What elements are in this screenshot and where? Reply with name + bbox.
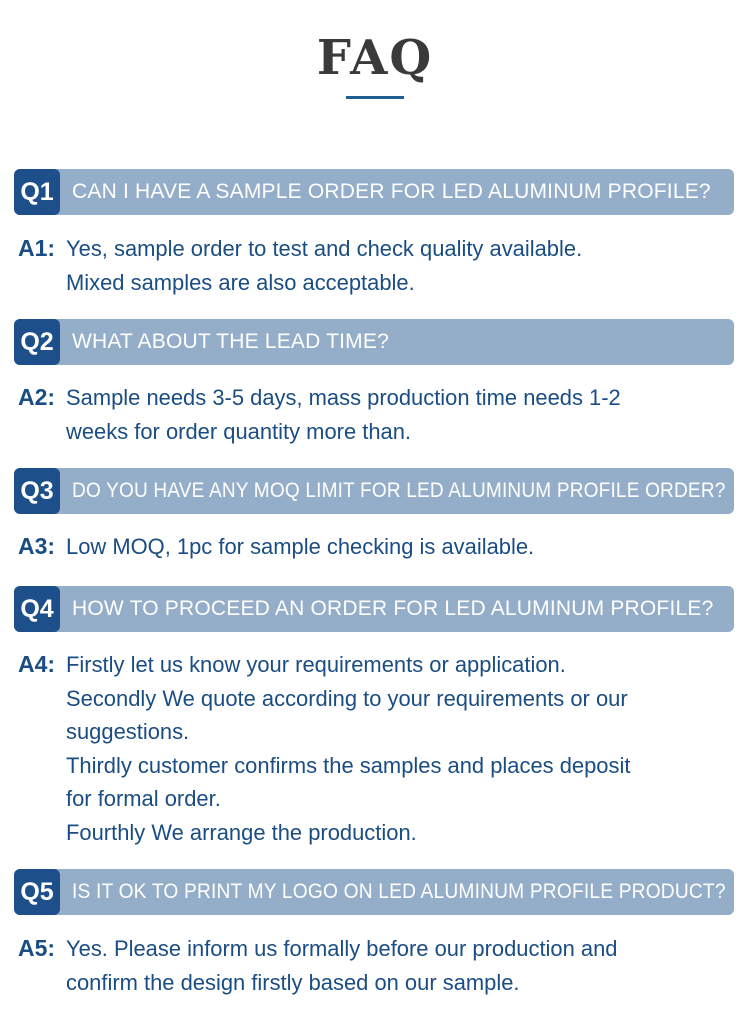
answer-label-1: A1: [18, 235, 56, 261]
answer-line: for formal order. [66, 786, 221, 811]
answer-line: Thirdly customer confirms the samples and places deposit [66, 752, 631, 778]
question-bar-2 [14, 319, 734, 365]
question-bar-3 [14, 468, 734, 514]
answer-line: Yes. Please inform us formally before our production and [66, 936, 618, 961]
answer-line: confirm the design firstly based on our sample. [66, 969, 520, 995]
question-badge-4: Q4 [14, 586, 60, 632]
question-badge-3: Q3 [14, 468, 60, 514]
answer-text-2 [66, 381, 736, 448]
question-bar-5 [14, 869, 734, 915]
answer-block-4 [18, 648, 736, 849]
answer-line: Yes, sample order to test and check quality available. [66, 236, 583, 261]
question-bar-1 [14, 169, 734, 215]
question-text-2: WHAT ABOUT THE LEAD TIME? [72, 330, 389, 353]
question-bar-4 [14, 586, 734, 632]
question-badge-2: Q2 [14, 319, 60, 365]
question-badge-5: Q5 [14, 869, 60, 915]
question-text-5: IS IT OK TO PRINT MY LOGO ON LED ALUMINUM PROFILE PRODUCT? [72, 880, 726, 903]
page-title: FAQ [316, 30, 434, 86]
answer-line: Firstly let us know your requirements or application. [66, 652, 566, 677]
answer-label-4: A4: [18, 651, 56, 677]
question-text-1: CAN I HAVE A SAMPLE ORDER FOR LED ALUMINUM PROFILE? [72, 180, 711, 203]
answer-line: suggestions. [66, 719, 190, 744]
answer-line: Mixed samples are also acceptable. [66, 269, 415, 295]
answer-label-2: A2: [18, 384, 56, 410]
question-badge-1: Q1 [14, 169, 60, 215]
title-underline [346, 96, 404, 99]
answer-text-5 [66, 932, 736, 999]
question-text-3: DO YOU HAVE ANY MOQ LIMIT FOR LED ALUMINUM PROFILE ORDER? [72, 479, 726, 502]
answer-line: Sample needs 3-5 days, mass production time needs 1-2 [66, 385, 621, 410]
answer-text-4 [66, 648, 736, 849]
answer-block-5 [18, 932, 736, 999]
answer-block-1 [18, 232, 736, 299]
answer-label-5: A5: [18, 935, 56, 961]
answer-line: weeks for order quantity more than. [66, 418, 412, 444]
answer-line: Secondly We quote according to your requirements or our [66, 685, 628, 711]
question-text-4: HOW TO PROCEED AN ORDER FOR LED ALUMINUM PROFILE? [72, 597, 714, 620]
answer-text-1 [66, 232, 736, 299]
answer-label-3: A3: [18, 533, 56, 559]
answer-line: Fourthly We arrange the production. [66, 819, 417, 845]
answer-text-3 [66, 530, 736, 564]
answer-block-2 [18, 381, 736, 448]
answer-block-3 [18, 530, 736, 564]
answer-line: Low MOQ, 1pc for sample checking is available. [66, 534, 535, 559]
